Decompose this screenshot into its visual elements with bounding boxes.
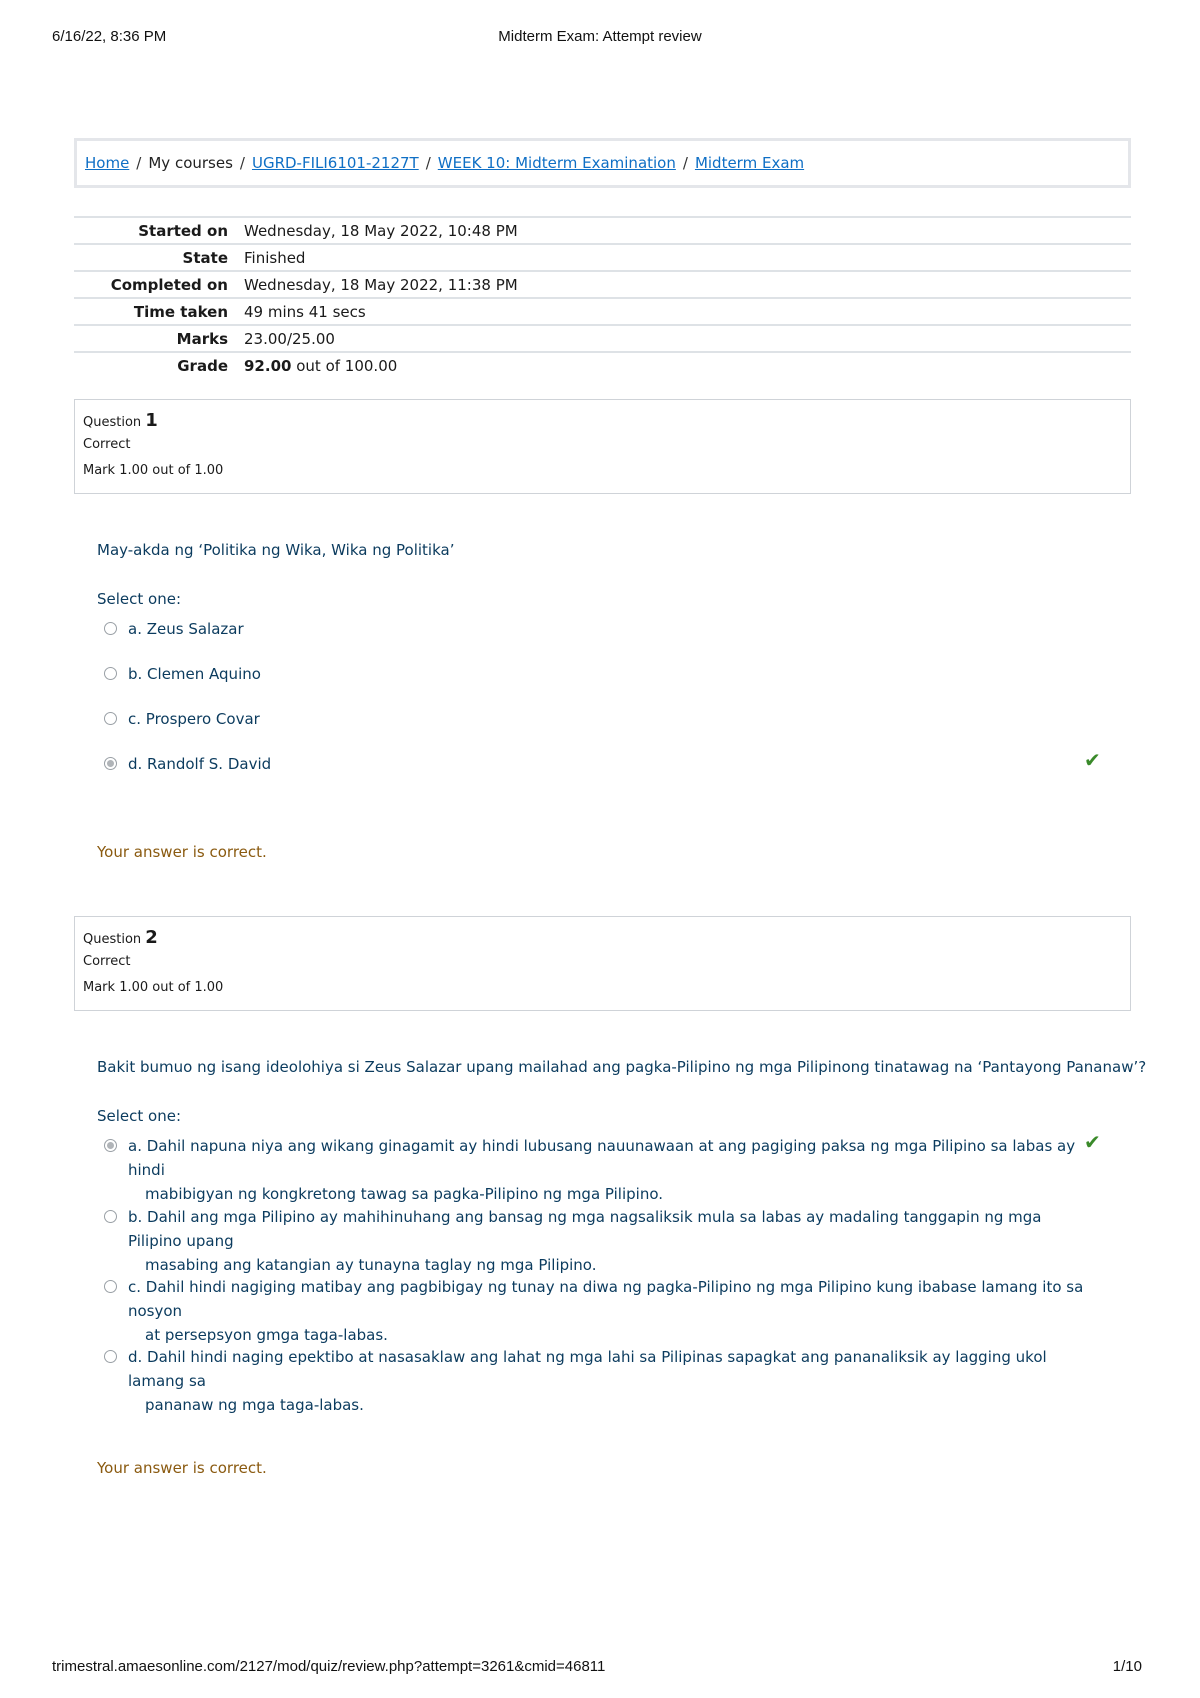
question-1-feedback: Your answer is correct. xyxy=(97,843,267,861)
summary-label: Grade xyxy=(177,357,228,375)
option-label xyxy=(128,1345,1088,1417)
option-line-2: masabing ang katangian ay tunayna taglay ng mga Pilipino. xyxy=(145,1256,597,1274)
radio-button[interactable] xyxy=(104,622,117,635)
radio-button[interactable] xyxy=(104,667,117,680)
breadcrumb-my-courses: My courses xyxy=(148,154,233,172)
summary-row-grade xyxy=(74,352,1131,379)
breadcrumb-separator: / xyxy=(682,154,688,172)
question-state: Correct xyxy=(83,954,131,969)
option-line-2: at persepsyon gmga taga-labas. xyxy=(145,1326,388,1344)
option-line-1: c. Dahil hindi nagiging matibay ang pagbibigay ng tunay na diwa ng pagka-Pilipino ng mga Pilipino kung ibabase lamang ito sa nosyon xyxy=(128,1278,1084,1320)
radio-button-selected[interactable] xyxy=(104,757,117,770)
breadcrumb-separator: / xyxy=(239,154,245,172)
question-number xyxy=(83,927,158,948)
question-prefix: Question xyxy=(83,415,142,430)
question-number-value: 1 xyxy=(145,410,158,431)
option-line-1: a. Dahil napuna niya ang wikang ginagamit ay hindi lubusang nauunawaan at ang pagiging paksa ng mga Pilipino sa labas ay hindi xyxy=(128,1137,1076,1179)
breadcrumb xyxy=(85,154,804,172)
option-label: c. Prospero Covar xyxy=(128,710,260,728)
option-line-1: b. Dahil ang mga Pilipino ay mahihinuhang ang bansag ng mga nagsaliksik mula sa labas ay madaling tanggapin ng mga Pilipino upang xyxy=(128,1208,1042,1250)
breadcrumb-week-link[interactable]: WEEK 10: Midterm Examination xyxy=(437,154,676,172)
option-label: a. Zeus Salazar xyxy=(128,620,244,638)
summary-row-state xyxy=(74,244,1131,271)
option-label xyxy=(128,1134,1088,1206)
summary-row-completed xyxy=(74,271,1131,298)
option-line-1: d. Dahil hindi naging epektibo at nasasaklaw ang lahat ng mga lahi sa Pilipinas sapagkat ang pananaliksik ay lagging ukol lamang sa xyxy=(128,1348,1047,1390)
attempt-summary-table xyxy=(74,216,1131,379)
breadcrumb-separator: / xyxy=(136,154,142,172)
print-header xyxy=(52,28,1148,48)
summary-value: 23.00/25.00 xyxy=(244,329,335,348)
grade-value: 92.00 xyxy=(244,357,292,375)
option-label: b. Clemen Aquino xyxy=(128,665,261,683)
summary-label: Marks xyxy=(176,329,228,348)
option-line-2: mabibigyan ng kongkretong tawag sa pagka-Pilipino ng mga Pilipino. xyxy=(145,1185,664,1203)
summary-value: Finished xyxy=(244,248,306,267)
summary-label: State xyxy=(182,248,228,267)
summary-row-marks xyxy=(74,325,1131,352)
question-grade: Mark 1.00 out of 1.00 xyxy=(83,463,224,478)
breadcrumb-separator: / xyxy=(425,154,431,172)
breadcrumb-course-link[interactable]: UGRD-FILI6101-2127T xyxy=(251,154,419,172)
question-2-info xyxy=(74,916,1131,1011)
summary-value: Wednesday, 18 May 2022, 10:48 PM xyxy=(244,221,518,240)
option-label: d. Randolf S. David xyxy=(128,755,272,773)
question-prefix: Question xyxy=(83,932,142,947)
breadcrumb-exam-link[interactable]: Midterm Exam xyxy=(694,154,805,172)
breadcrumb-home-link[interactable]: Home xyxy=(85,154,130,172)
correct-check-icon: ✔ xyxy=(1084,748,1101,772)
grade-out-of: out of 100.00 xyxy=(296,357,398,375)
option-line-2: pananaw ng mga taga-labas. xyxy=(145,1396,364,1414)
summary-value: Wednesday, 18 May 2022, 11:38 PM xyxy=(244,275,518,294)
question-2-text: Bakit bumuo ng isang ideolohiya si Zeus Salazar upang mailahad ang pagka-Pilipino ng mga Pilipinong tinatawag na ‘Pantayong Pananaw’? xyxy=(97,1058,1147,1076)
summary-value: 49 mins 41 secs xyxy=(244,302,366,321)
print-title: Midterm Exam: Attempt review xyxy=(498,28,702,45)
radio-button[interactable] xyxy=(104,712,117,725)
question-1-text: May-akda ng ‘Politika ng Wika, Wika ng Politika’ xyxy=(97,541,455,559)
radio-button-selected[interactable] xyxy=(104,1139,117,1152)
print-footer xyxy=(52,1658,1148,1678)
summary-label: Time taken xyxy=(133,302,228,321)
question-number-value: 2 xyxy=(145,927,158,948)
select-one-label: Select one: xyxy=(97,1107,182,1125)
question-2-feedback: Your answer is correct. xyxy=(97,1459,267,1477)
summary-row-started xyxy=(74,217,1131,244)
radio-button[interactable] xyxy=(104,1210,117,1223)
select-one-label: Select one: xyxy=(97,590,182,608)
correct-check-icon: ✔ xyxy=(1084,1130,1101,1154)
print-url: trimestral.amaesonline.com/2127/mod/quiz/review.php?attempt=3261&cmid=46811 xyxy=(52,1658,606,1675)
print-date: 6/16/22, 8:36 PM xyxy=(52,28,167,45)
option-label xyxy=(128,1205,1088,1277)
summary-label: Started on xyxy=(138,221,228,240)
radio-button[interactable] xyxy=(104,1350,117,1363)
question-number xyxy=(83,410,158,431)
question-1-info xyxy=(74,399,1131,494)
print-page-number: 1/10 xyxy=(1112,1658,1142,1675)
question-state: Correct xyxy=(83,437,131,452)
question-grade: Mark 1.00 out of 1.00 xyxy=(83,980,224,995)
breadcrumb-container xyxy=(74,138,1131,188)
summary-row-time-taken xyxy=(74,298,1131,325)
summary-label: Completed on xyxy=(110,275,228,294)
radio-button[interactable] xyxy=(104,1280,117,1293)
summary-value xyxy=(244,352,1131,379)
option-label xyxy=(128,1275,1088,1347)
